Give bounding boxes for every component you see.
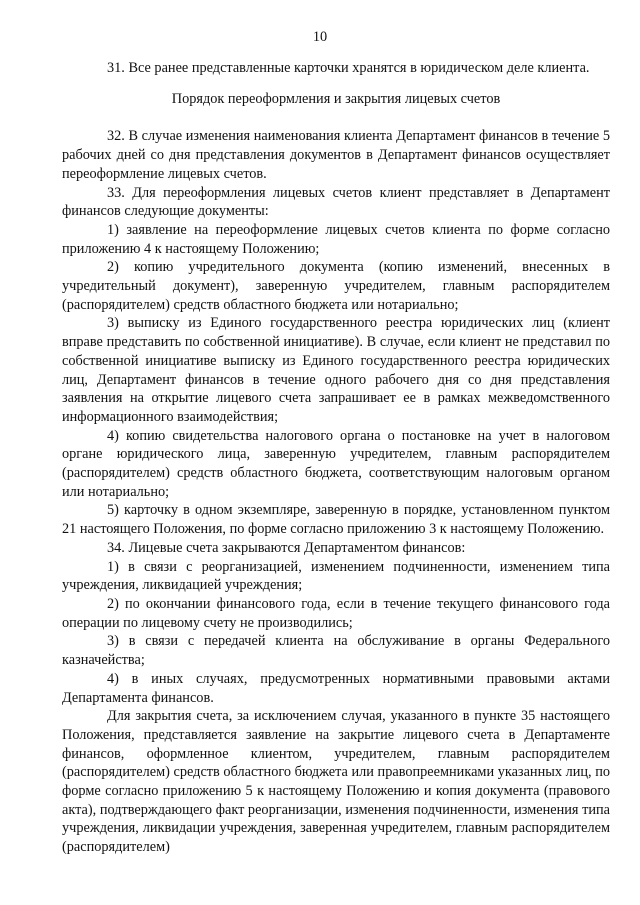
paragraph-34-item-4: 4) в иных случаях, предусмотренных нормативными правовыми актами Департамента финансов. <box>62 670 610 706</box>
paragraph-34-item-2: 2) по окончании финансового года, если в течение текущего финансового года операции по лицевому счету не производились; <box>62 595 610 631</box>
paragraph-34-item-1: 1) в связи с реорганизацией, изменением подчиненности, изменением типа учреждения, ликвидацией учреждения; <box>62 558 610 594</box>
paragraph-33-item-2: 2) копию учредительного документа (копию изменений, внесенных в учредительный документ), заверенную учредителем, главным распорядителем (распорядителем) средств областного бюджета или нотариально; <box>62 259 610 313</box>
paragraph-33-item-3: 3) выписку из Единого государственного реестра юридических лиц (клиент вправе представить по собственной инициативе). В случае, если клиент не представил по собственной инициативе выписку из Единого государственного реестра юридических лиц, Департамент финансов в течение одного рабочего дня со дня представления заявления на открытие лицевого счета запрашивает ее в рамках межведомственного информационного взаимодействия; <box>62 315 610 425</box>
section-heading: Порядок переоформления и закрытия лицевых счетов <box>171 90 501 107</box>
paragraph-33: 33. Для переоформления лицевых счетов клиент представляет в Департамент финансов следующие документы: <box>62 184 610 220</box>
paragraph-32: 32. В случае изменения наименования клиента Департамент финансов в течение 5 рабочих дней со дня представления документов в Департамент финансов осуществляет переоформление лицевых счетов. <box>62 128 610 182</box>
paragraph-33-item-5: 5) карточку в одном экземпляре, заверенную в порядке, установленном пунктом 21 настоящего Положения, по форме согласно приложению 3 к настоящему Положению. <box>62 502 610 538</box>
paragraph-31: 31. Все ранее представленные карточки хранятся в юридическом деле клиента. <box>107 60 590 76</box>
paragraph-34-item-3: 3) в связи с передачей клиента на обслуживание в органы Федерального казначейства; <box>62 633 610 669</box>
paragraph-34: 34. Лицевые счета закрываются Департаментом финансов: <box>107 539 466 556</box>
paragraph-33-item-4: 4) копию свидетельства налогового органа о постановке на учет в налоговом органе юридического лица, заверенную учредителем, главным распорядителем (распорядителем) средств областного бюджета, соответствующим налоговым органом или нотариально; <box>62 427 610 500</box>
page-number: 10 <box>312 29 328 45</box>
paragraph-33-item-1: 1) заявление на переоформление лицевых счетов клиента по форме согласно приложению 4 к настоящему Положению; <box>62 221 610 257</box>
document-body <box>62 59 610 857</box>
paragraph-closing-procedure: Для закрытия счета, за исключением случая, указанного в пункте 35 настоящего Положения, представляется заявление на закрытие лицевого счета в Департаменте финансов, оформленное клиентом, учредителем, главным распорядителем (распорядителем) средств областного бюджета или правопреемниками указанных лиц, по форме согласно приложению 5 к настоящему Положению и копия документа (правового акта), подтверждающего факт реорганизации, изменения подчиненности, изменения типа учреждения, ликвидации учреждения, заверенная учредителем, главным распорядителем (распорядителем) <box>62 708 610 856</box>
